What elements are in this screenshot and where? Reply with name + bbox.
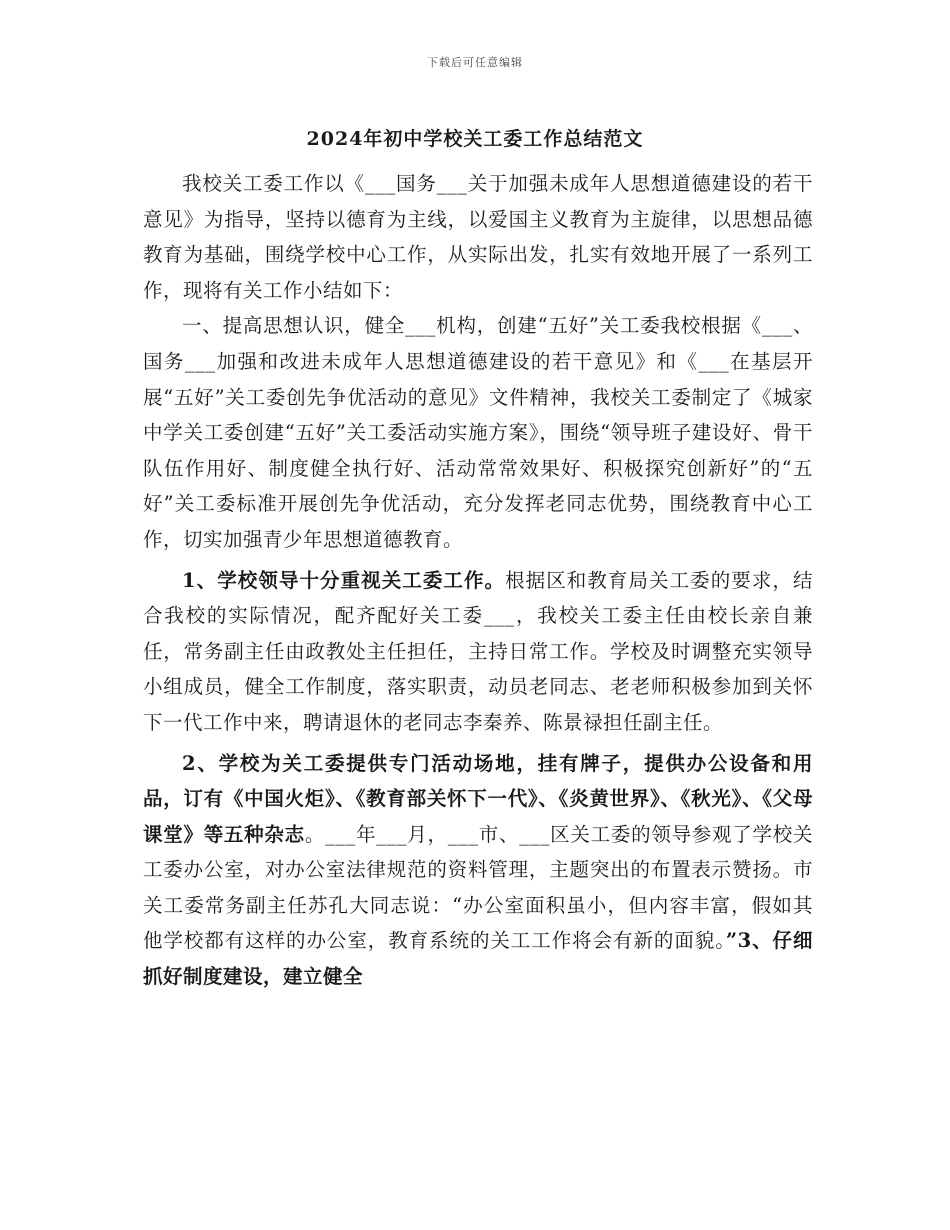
item-1-text: 根据区和教育局关工委的要求，结合我校的实际情况，配齐配好关工委___，我校关工委主任由校长亲自兼任，常务副主任由政教处主任担任，主持日常工作。学校及时调整充实领导小组成员，健全工作制度，落实职责，动员老同志、老老师积极参加到关怀下一代工作中来，聘请退休的老同志李秦养、陈景禄担任副主任。 [143, 568, 813, 734]
download-note: 下载后可任意编辑 [427, 56, 523, 69]
paragraph-intro: 我校关工委工作以《___国务___关于加强未成年人思想道德建设的若干意见》为指导，坚持以德育为主线，以爱国主义教育为主旋律，以思想品德教育为基础，围绕学校中心工作，从实际出发，扎实有效地开展了一系列工作，现将有关工作小结如下： [143, 172, 813, 302]
item-3-heading: ”3、仔细抓好制度建设，建立健全 [143, 929, 813, 989]
paragraph-item-2 [143, 746, 813, 995]
item-1-heading: 1、学校领导十分重视关工委工作。 [182, 568, 506, 592]
document-title: 2024年初中学校关工委工作总结范文 [306, 128, 644, 150]
item-2-heading: 2、学校为关工委提供专门活动场地，挂有牌子，提供办公设备和用品，订有《中国火炬》、《教育部关怀下一代》、《炎黄世界》、《秋光》、《父母课堂》等五种杂志 [143, 751, 813, 846]
item-2-text: 。___年___月，___市、___区关工委的领导参观了学校关工委办公室，对办公室法律规范的资料管理，主题突出的布置表示赞扬。市关工委常务副主任苏孔大同志说：“办公室面积虽小，但内容丰富，假如其他学校都有这样的办公室，教育系统的关工工作将会有新的面貌。 [143, 822, 813, 953]
paragraph-section-one: 一、提高思想认识，健全___机构，创建“五好”关工委我校根据《___、国务___加强和改进未成年人思想道德建设的若干意见》和《___在基层开展“五好”关工委创先争优活动的意见》文件精神，我校关工委制定了《城家中学关工委创建“五好”关工委活动实施方案》，围绕“领导班子建设好、骨干队伍作用好、制度健全执行好、活动常常效果好、积极探究创新好”的“五好”关工委标准开展创先争优活动，充分发挥老同志优势，围绕教育中心工作，切实加强青少年思想道德教育。 [143, 314, 813, 551]
document-body [143, 166, 813, 995]
paragraph-item-1 [143, 563, 813, 741]
